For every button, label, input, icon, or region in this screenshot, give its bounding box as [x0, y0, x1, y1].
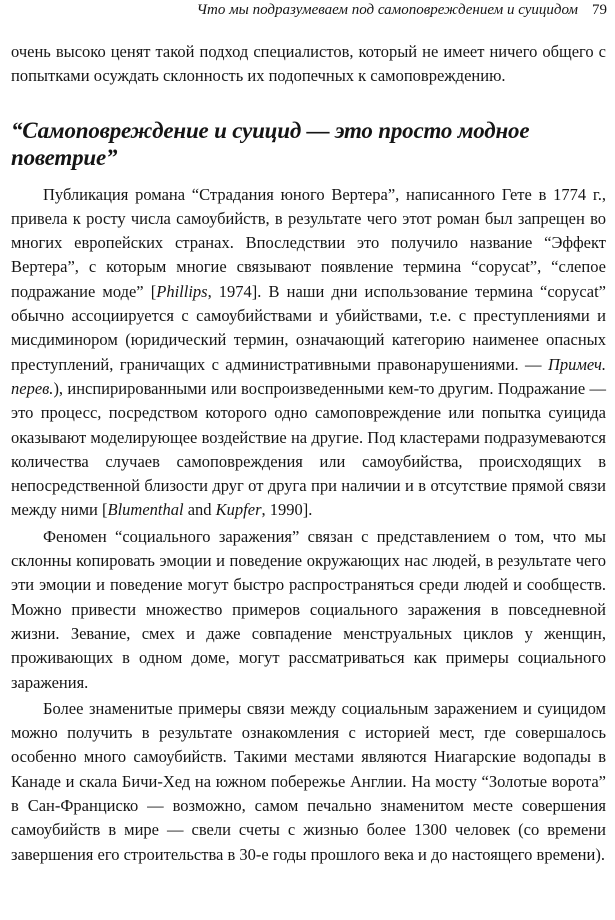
running-title: Что мы подразумеваем под самоповреждением и суицидом [196, 2, 578, 18]
continuation-paragraph: очень высоко ценят такой подход специалистов, который не имеет ничего общего с попытками осуждать склонность их подопечных к самоповреждению. [11, 42, 606, 86]
citation-conjunction: and [183, 500, 216, 520]
section-heading: “Самоповреждение и суицид — это просто модное поветрие” [11, 117, 530, 170]
paragraph-werther-effect [11, 183, 606, 523]
body-text [11, 40, 606, 867]
paragraph-social-contagion: Феномен “социального заражения” связан с представлением о том, что мы склонны копировать эмоции и поведение окружающих нас людей, в результате чего эти эмоции и поведение могут быстро распространяться среди людей и сообществ. Можно привести множество примеров социального заражения в повседневной жизни. Зевание, смех и даже совпадение менструальных циклов у женщин, проживающих в одном доме, могут рассматриваться как примеры социального заражения. [11, 526, 606, 692]
paragraph-text: ), инспирированными или воспроизведенными кем-то другим. Подражание — это процесс, посредством которого одно самоповреждение или попытка суицида оказывают моделирующее воздействие на другие. Под кластерами подразумеваются количества случаев самоповреждения или самоубийства, происходящих в непосредственной близости друг от друга при наличии и в отсутствие прямой связи между ними [ [11, 378, 606, 520]
running-header [197, 2, 607, 19]
translator-note: Примеч. перев. [11, 354, 606, 398]
paragraph-text: , 1990]. [261, 500, 313, 520]
paragraph-text: , 1974]. В наши дни использование термина “copycat” обычно ассоциируется с самоубийствами и убийствами, т.е. с преступлениями и мисдиминором (юридический термин, означающий категорию наименее опасных преступлений, граничащих с административными правонарушениями. — [11, 281, 606, 374]
paragraph-suicide-places: Более знаменитые примеры связи между социальным заражением и суицидом можно получить в результате ознакомления с историей мест, где совершалось особенно много самоубийств. Такими местами являются Ниагарские водопады в Канаде и скала Бичи-Хед на южном побережье Англии. На мосту “Золотые ворота” в Сан-Франциско — возможно, самом печально знаменитом месте совершения самоубийств в мире — свели счеты с жизнью более 1300 человек (со времени завершения его строительства в 30-е годы прошлого века и до настоящего времени). [11, 698, 606, 864]
citation-author: Kupfer [215, 500, 262, 520]
page-number: 79 [592, 2, 607, 18]
citation-author: Phillips [156, 281, 208, 301]
citation-author: Blumenthal [107, 500, 184, 520]
paragraph-text: Публикация романа “Страдания юного Вертера”, написанного Гете в 1774 г., привела к росту числа самоубийств, в результате чего этот роман был запрещен во многих европейских странах. Впоследствии это получило название “Эффект Вертера”, с которым многие связывают появление термина “copycat”, “слепое подражание моде” [ [11, 184, 606, 301]
